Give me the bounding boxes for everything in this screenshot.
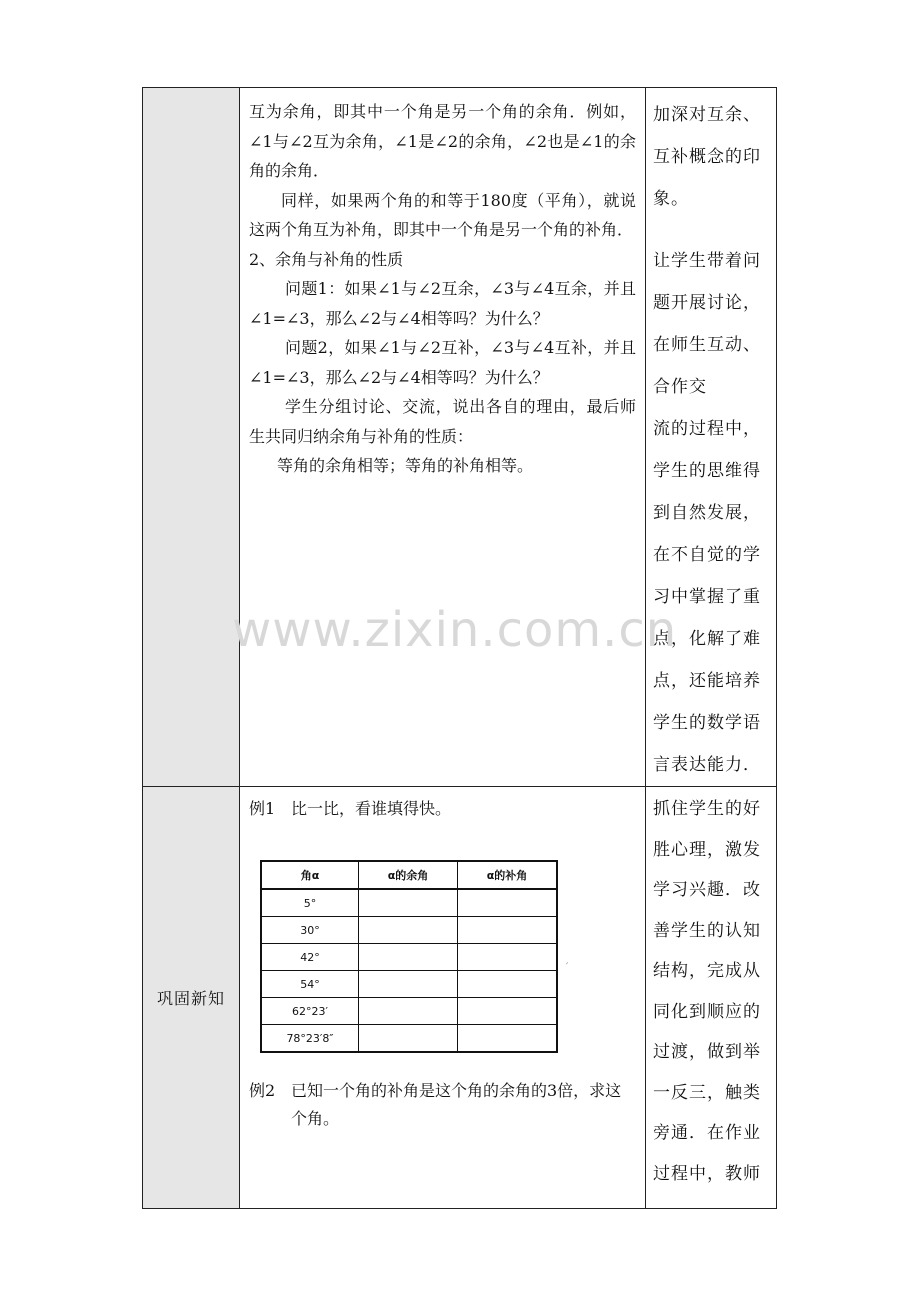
design-note: 抓住学生的好胜心理，激发学习兴趣．改善学生的认知结构，完成从同化到顺应的过渡，做到举一反三，触类旁通．在作业过程中，教师 (653, 799, 761, 1184)
blank-cell (458, 1025, 558, 1053)
section-label: 巩固新知 (156, 989, 225, 1008)
content-cell (240, 787, 646, 1209)
example-1 (240, 787, 645, 823)
section-row-2 (143, 787, 777, 1209)
note-development: 流的过程中，学生的思维得到自然发展，在不自觉的学习中掌握了重点，化解了难点，还能培养学生的数学语言表达能力． (653, 419, 761, 775)
paragraph-conclusion: 等角的余角相等；等角的补角相等。 (277, 456, 534, 475)
content-body (240, 88, 645, 481)
blank-cell (458, 944, 558, 971)
example-2-number: 例2 (249, 1081, 276, 1100)
example-1-text: 比一比，看谁填得快。 (291, 799, 452, 818)
table-row (261, 889, 557, 917)
question-2: 问题2，如果∠1与∠2互补，∠3与∠4互补，并且∠1=∠3，那么∠2与∠4相等吗？为什么？ (249, 338, 636, 387)
blank-cell (359, 971, 458, 998)
design-note-cell (646, 88, 777, 787)
blank-cell (359, 1025, 458, 1053)
header-supplement: α的补角 (458, 861, 558, 889)
section-label-cell (143, 787, 240, 1209)
header-angle: 角α (261, 861, 359, 889)
header-complement: α的余角 (359, 861, 458, 889)
design-note (646, 88, 776, 786)
content-cell (240, 88, 646, 787)
fill-in-table (260, 860, 558, 1053)
note-discussion: 让学生带着问题开展讨论，在师生互动、合作交 (653, 251, 761, 397)
blank-cell (458, 971, 558, 998)
fill-table-header (261, 861, 557, 889)
paragraph-complementary-def: 互为余角，即其中一个角是另一个角的余角．例如，∠1与∠2互为余角，∠1是∠2的余角，∠2也是∠1的余角的余角． (249, 102, 636, 180)
note-impression: 加深对互余、互补概念的印象。 (653, 105, 761, 209)
angle-value: 78°23′8″ (261, 1025, 359, 1053)
angle-value: 54° (261, 971, 359, 998)
lesson-plan-table (142, 87, 777, 1209)
section-row-1 (143, 88, 777, 787)
table-row (261, 971, 557, 998)
blank-cell (359, 889, 458, 917)
table-row (261, 917, 557, 944)
example-2 (240, 1053, 645, 1133)
table-row (261, 998, 557, 1025)
angle-value: 42° (261, 944, 359, 971)
angle-value: 30° (261, 917, 359, 944)
example-1-number: 例1 (249, 799, 276, 818)
angle-value: 5° (261, 889, 359, 917)
question-1: 问题1：如果∠1与∠2互余，∠3与∠4互余，并且∠1=∠3，那么∠2与∠4相等吗？为什么？ (249, 279, 636, 328)
blank-cell (359, 944, 458, 971)
section-label (143, 88, 239, 786)
watermark: www.zixin.com.cn (232, 602, 678, 658)
example-2-text: 已知一个角的补角是这个角的余角的3倍，求这个角。 (291, 1081, 622, 1128)
blank-cell (458, 917, 558, 944)
stray-mark: ′ (566, 962, 569, 973)
paragraph-discussion: 学生分组讨论、交流，说出各自的理由，最后师生共同归纳余角与补角的性质： (249, 397, 636, 446)
blank-cell (458, 998, 558, 1025)
paragraph-supplementary-def: 同样，如果两个角的和等于180度（平角），就说这两个角互为补角，即其中一个角是另一个角的补角． (249, 190, 636, 239)
blank-cell (458, 889, 558, 917)
table-row (261, 1025, 557, 1053)
design-note-cell (646, 787, 777, 1209)
blank-cell (359, 998, 458, 1025)
table-row (261, 944, 557, 971)
section-label-cell (143, 88, 240, 787)
subheading-properties: 2、余角与补角的性质 (249, 249, 404, 269)
blank-cell (359, 917, 458, 944)
angle-value: 62°23′ (261, 998, 359, 1025)
